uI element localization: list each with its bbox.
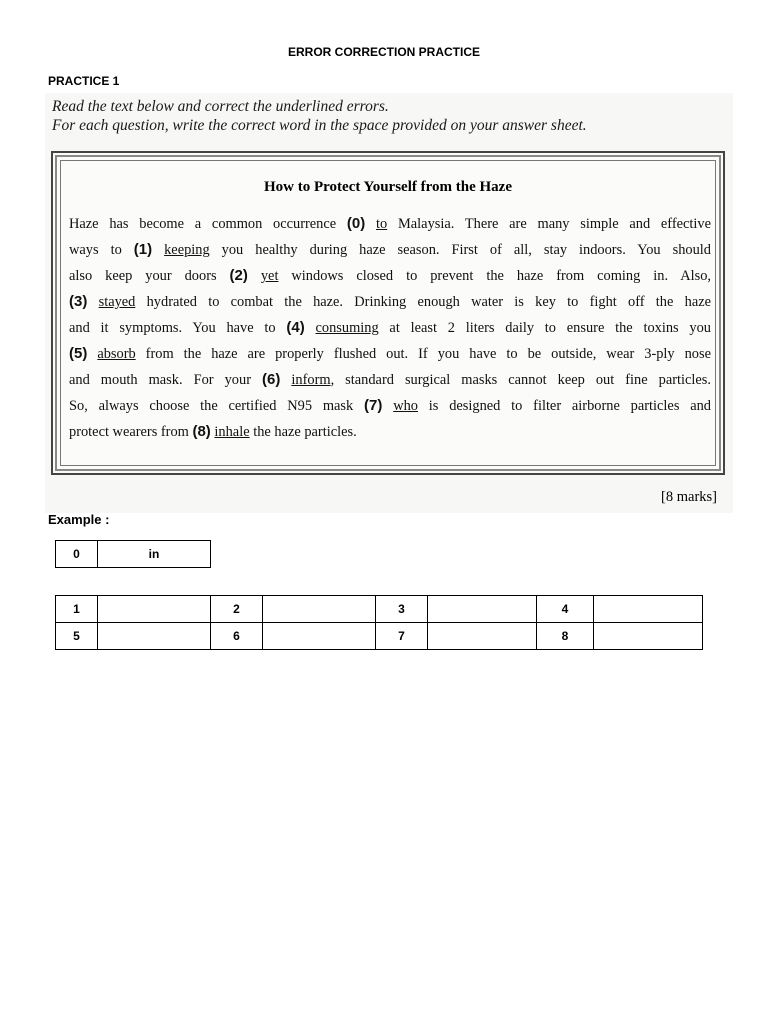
answer-number: 6 <box>211 623 263 650</box>
scanned-exercise <box>45 93 733 513</box>
answer-cell[interactable] <box>594 596 703 623</box>
passage-text-segment: and it symptoms. You have to <box>69 320 287 336</box>
answer-cell[interactable] <box>428 623 537 650</box>
underlined-error: yet <box>260 268 279 284</box>
passage-line <box>69 341 711 367</box>
question-number: (5) <box>69 345 88 362</box>
passage-text-segment: the haze particles. <box>249 424 357 440</box>
passage-frame <box>51 151 725 475</box>
answer-cell[interactable] <box>263 623 376 650</box>
passage-text-segment: from the haze are properly flushed out. If you have to be outside, wear 3-ply nose <box>135 346 711 362</box>
example-answer: in <box>98 541 211 568</box>
question-number: (4) <box>286 319 305 336</box>
answer-table <box>55 595 703 650</box>
passage-text-segment: , standard surgical masks cannot keep out fine particles. <box>330 372 711 388</box>
practice-heading: PRACTICE 1 <box>48 74 120 88</box>
answer-number: 7 <box>376 623 428 650</box>
answer-cell[interactable] <box>594 623 703 650</box>
answer-number: 8 <box>537 623 594 650</box>
table-row <box>56 596 703 623</box>
instruction-line-1: Read the text below and correct the underlined errors. <box>52 98 389 115</box>
underlined-error: who <box>393 398 418 414</box>
answer-number: 3 <box>376 596 428 623</box>
passage-line <box>69 263 711 289</box>
passage-text-segment: hydrated to combat the haze. Drinking enough water is key to fight off the haze <box>135 294 711 310</box>
example-number: 0 <box>56 541 98 568</box>
passage-text-segment: Malaysia. There are many simple and effective <box>387 216 711 232</box>
question-number: (7) <box>364 397 383 414</box>
passage-line <box>69 237 711 263</box>
passage-text-segment: ways to <box>69 242 134 258</box>
question-number: (1) <box>133 241 153 258</box>
passage-title: How to Protect Yourself from the Haze <box>264 179 512 195</box>
question-number: (8) <box>192 423 211 440</box>
passage-text-segment: protect wearers from <box>69 424 193 440</box>
passage-text-segment: So, always choose the certified N95 mask <box>69 398 365 414</box>
passage-text-segment: you healthy during haze season. First of all, stay indoors. You should <box>209 242 711 258</box>
passage-text-segment: at least 2 liters daily to ensure the toxins you <box>378 320 712 336</box>
passage-line <box>69 367 711 393</box>
passage-text-segment: windows closed to prevent the haze from coming in. Also, <box>278 268 711 284</box>
underlined-error: inform <box>291 372 331 388</box>
passage-text-segment: also keep your doors <box>69 268 230 284</box>
answer-cell[interactable] <box>98 623 211 650</box>
passage-line <box>69 289 711 315</box>
passage-line <box>69 315 711 341</box>
answer-number: 1 <box>56 596 98 623</box>
question-number: (2) <box>229 267 248 284</box>
underlined-error: stayed <box>98 294 136 310</box>
answer-cell[interactable] <box>428 596 537 623</box>
question-number: (6) <box>262 371 281 388</box>
marks-label: [8 marks] <box>661 489 717 505</box>
underlined-error: to <box>376 216 388 232</box>
passage-line <box>69 393 711 419</box>
passage-text <box>69 211 711 445</box>
page-title: ERROR CORRECTION PRACTICE <box>287 45 480 59</box>
underlined-error: consuming <box>315 320 379 336</box>
underlined-error: keeping <box>164 242 210 258</box>
table-row <box>56 623 703 650</box>
passage-text-segment: and mouth mask. For your <box>69 372 263 388</box>
answer-number: 2 <box>211 596 263 623</box>
question-number: (3) <box>69 293 88 310</box>
answer-number: 4 <box>537 596 594 623</box>
passage-text-segment: is designed to filter airborne particles and <box>417 398 711 414</box>
instruction-line-2: For each question, write the correct word in the space provided on your answer sheet. <box>52 117 587 134</box>
answer-cell[interactable] <box>98 596 211 623</box>
underlined-error: inhale <box>214 424 250 440</box>
passage-line <box>69 419 711 445</box>
answer-cell[interactable] <box>263 596 376 623</box>
answer-number: 5 <box>56 623 98 650</box>
underlined-error: absorb <box>97 346 136 362</box>
passage-text-segment: Haze has become a common occurrence <box>69 216 347 232</box>
example-label: Example : <box>48 512 110 527</box>
passage-line <box>69 211 711 237</box>
example-table <box>55 540 211 568</box>
question-number: (0) <box>346 215 366 232</box>
table-row <box>56 541 211 568</box>
